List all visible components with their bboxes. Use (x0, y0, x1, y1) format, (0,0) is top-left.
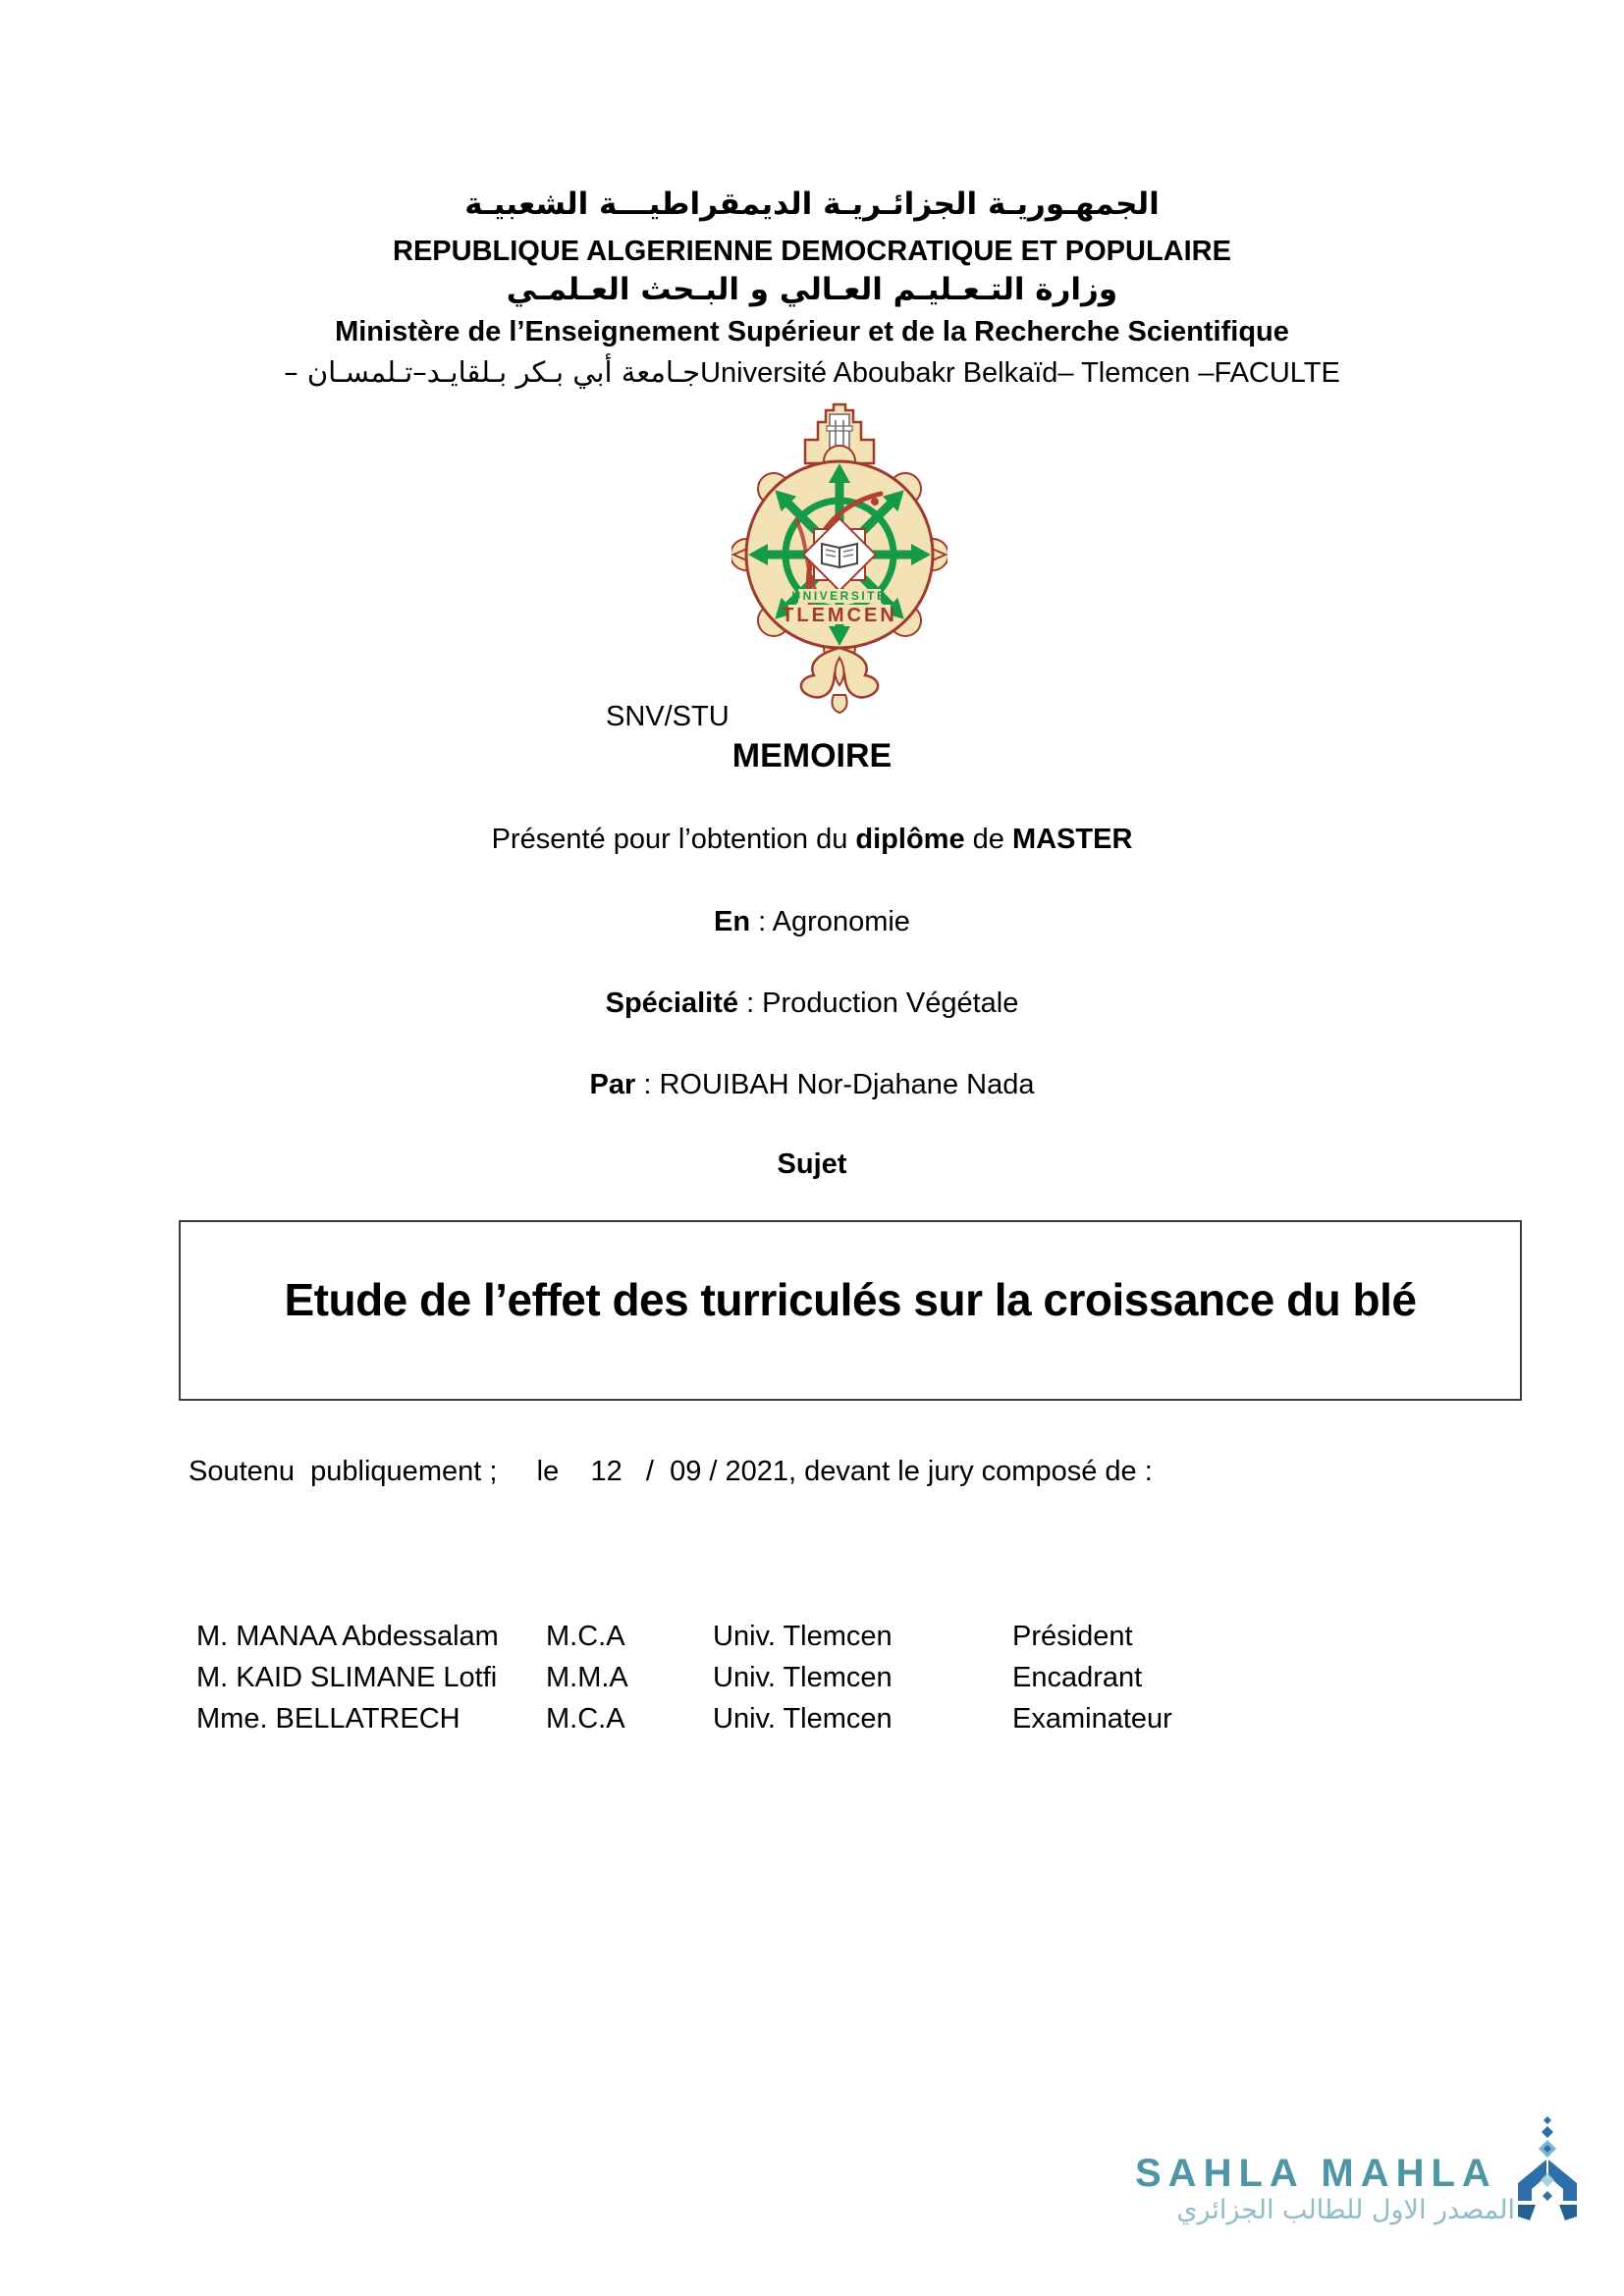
footer-brand-mark-icon (1510, 2116, 1585, 2226)
defense-line: Soutenu publiquement ; le 12 / 09 / 2021, devant le jury composé de : (189, 1456, 1153, 1487)
university-of-tlemcen-logo (731, 400, 947, 715)
footer-brand-name: SAHLA MAHLA (1135, 2152, 1497, 2195)
author-line (0, 1069, 1624, 1101)
jury-name: M. MANAA Abdessalam (196, 1621, 499, 1652)
of-word: de (964, 824, 1012, 855)
jury-university: Univ. Tlemcen (713, 1662, 893, 1693)
arabic-republic-line: الجمهـوريـة الجزائـريـة الديمقراطيـــة الشعبيـة (464, 187, 1160, 222)
open-book-icon (803, 518, 876, 591)
field-line (0, 906, 1624, 938)
jury-role: Président (1012, 1621, 1133, 1652)
presentation-line (0, 824, 1624, 856)
presentation-prefix: Présenté pour l’obtention du (491, 824, 856, 855)
jury-table (196, 1622, 1172, 1734)
university-line (0, 355, 1624, 390)
thesis-title-box (179, 1220, 1522, 1401)
department-label: SNV/STU (606, 701, 730, 732)
footer-brand-tagline: المصدر الاول للطالب الجزائري (1176, 2195, 1515, 2225)
thesis-title: Etude de l’effet des turriculés sur la croissance du blé (284, 1274, 1417, 1325)
arabic-ministry-line: وزارة التـعـليـم العـالي و البـحث العـلمـي (506, 272, 1118, 307)
jury-grade: M.C.A (546, 1621, 625, 1652)
jury-grade: M.C.A (546, 1703, 625, 1735)
ministry-line: Ministère de l’Enseignement Supérieur et de la Recherche Scientifique (335, 316, 1289, 347)
jury-role: Examinateur (1012, 1703, 1172, 1735)
degree-word: MASTER (1011, 824, 1133, 855)
emblem-city-label: TLEMCEN (782, 605, 897, 626)
jury-grade: M.M.A (546, 1662, 628, 1693)
author-value: : ROUIBAH Nor-Djahane Nada (635, 1069, 1035, 1100)
republic-line: REPUBLIQUE ALGERIENNE DEMOCRATIQUE ET POPULAIRE (393, 236, 1231, 267)
field-label: En (714, 906, 751, 937)
emblem-finial (801, 648, 878, 713)
diploma-word: diplôme (855, 824, 965, 855)
jury-role: Encadrant (1012, 1662, 1143, 1693)
jury-name: Mme. BELLATRECH (196, 1703, 460, 1735)
doc-type-title: MEMOIRE (731, 737, 893, 774)
jury-university: Univ. Tlemcen (713, 1703, 893, 1735)
subject-label: Sujet (777, 1148, 847, 1180)
field-value: : Agronomie (750, 906, 910, 937)
university-name-arabic: جـامعة أبي بـكر بـلقايـد–تـلمسـان – (284, 355, 701, 389)
university-name-latin: Université Aboubakr Belkaïd– Tlemcen –FACULTE (700, 357, 1340, 389)
specialty-label: Spécialité (605, 988, 739, 1019)
author-label: Par (589, 1069, 636, 1100)
jury-name: M. KAID SLIMANE Lotfi (196, 1662, 498, 1693)
jury-university: Univ. Tlemcen (713, 1621, 893, 1652)
specialty-line (0, 988, 1624, 1020)
specialty-value: : Production Végétale (738, 988, 1019, 1019)
emblem-university-label: UNIVERSITE (791, 589, 888, 603)
